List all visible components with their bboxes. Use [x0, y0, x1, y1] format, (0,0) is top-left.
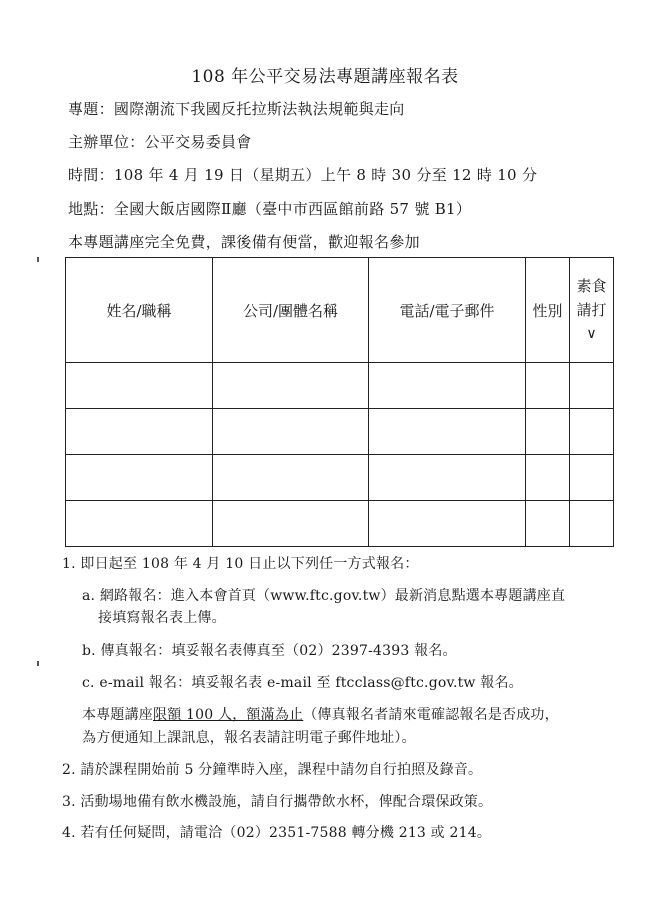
scan-speck: [37, 257, 39, 262]
note-1: 1. 即日起至 108 年 4 月 10 日止以下列任一方式報名：: [62, 556, 419, 572]
company-cell[interactable]: [213, 501, 369, 547]
name-cell[interactable]: [66, 363, 213, 409]
limit-line1: [82, 704, 559, 724]
table-header-row: [66, 258, 614, 363]
header-vegetarian-line1: 素食: [576, 277, 607, 295]
gender-cell[interactable]: [526, 455, 570, 501]
vegetarian-cell[interactable]: [570, 363, 614, 409]
company-cell[interactable]: [213, 363, 369, 409]
note-1b: b. 傳真報名：填妥報名表傳真至（02）2397-4393 報名。: [82, 643, 457, 659]
header-vegetarian-line2: 請打: [576, 301, 607, 319]
contact-cell[interactable]: [369, 455, 526, 501]
form-title: 108 年公平交易法專題講座報名表: [191, 67, 459, 87]
gender-cell[interactable]: [526, 363, 570, 409]
header-contact: 電話/電子郵件: [369, 258, 526, 363]
check-mark-icon: ∨: [586, 326, 597, 342]
limit-prefix: 本專題講座: [82, 707, 153, 723]
table-row: [66, 363, 614, 409]
vegetarian-cell[interactable]: [570, 409, 614, 455]
limit-underlined: 限額 100 人，額滿為止: [153, 707, 304, 723]
note-4: 4. 若有任何疑問，請電洽（02）2351-7588 轉分機 213 或 214。: [62, 825, 492, 841]
free-note-line: 本專題講座完全免費，課後備有便當，歡迎報名參加: [68, 233, 420, 251]
table-row: [66, 455, 614, 501]
gender-cell[interactable]: [526, 501, 570, 547]
note-2: 2. 請於課程開始前 5 分鐘準時入座，課程中請勿自行拍照及錄音。: [62, 762, 483, 778]
company-cell[interactable]: [213, 409, 369, 455]
limit-line2: 為方便通知上課訊息，報名表請註明電子郵件地址）。: [82, 730, 416, 746]
contact-cell[interactable]: [369, 501, 526, 547]
table-row: [66, 501, 614, 547]
contact-cell[interactable]: [369, 409, 526, 455]
name-cell[interactable]: [66, 501, 213, 547]
company-cell[interactable]: [213, 455, 369, 501]
venue-line: 地點：全國大飯店國際Ⅱ廳（臺中市西區館前路 57 號 B1）: [68, 200, 472, 218]
header-vegetarian: [570, 258, 614, 363]
header-gender: 性別: [526, 258, 570, 363]
topic-line: 專題：國際潮流下我國反托拉斯法執法規範與走向: [68, 100, 405, 118]
name-cell[interactable]: [66, 455, 213, 501]
vegetarian-cell[interactable]: [570, 501, 614, 547]
note-1a-line1: a. 網路報名：進入本會首頁（www.ftc.gov.tw）最新消息點選本專題講座直: [82, 588, 566, 604]
note-1a-line2: 接填寫報名表上傳。: [98, 610, 226, 626]
time-line: 時間：108 年 4 月 19 日（星期五）上午 8 時 30 分至 12 時 10 分: [68, 166, 538, 184]
contact-cell[interactable]: [369, 363, 526, 409]
scan-speck: [37, 661, 39, 666]
note-3: 3. 活動場地備有飲水機設施，請自行攜帶飲水杯，俾配合環保政策。: [62, 794, 493, 810]
note-1c: c. e-mail 報名：填妥報名表 e-mail 至 ftcclass@ftc.gov.tw 報名。: [82, 675, 523, 691]
header-name: 姓名/職稱: [66, 258, 213, 363]
limit-suffix: （傳真報名者請來電確認報名是否成功，: [303, 707, 559, 723]
name-cell[interactable]: [66, 409, 213, 455]
vegetarian-cell[interactable]: [570, 455, 614, 501]
gender-cell[interactable]: [526, 409, 570, 455]
registration-table: [65, 257, 614, 547]
table-row: [66, 409, 614, 455]
header-company: 公司/團體名稱: [213, 258, 369, 363]
organizer-line: 主辦單位：公平交易委員會: [68, 133, 252, 151]
